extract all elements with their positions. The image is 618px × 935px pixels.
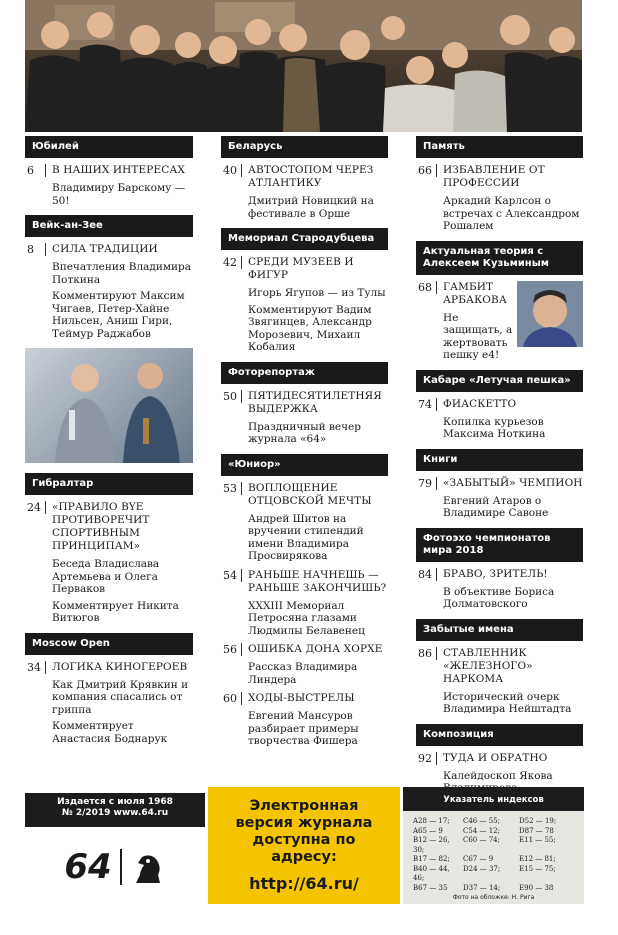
index-cell: B67 — 35 bbox=[413, 883, 448, 892]
article-title: ТУДА И ОБРАТНО bbox=[443, 751, 548, 764]
index-row bbox=[413, 817, 576, 827]
article-description: Впечатления Владимира Поткина bbox=[52, 261, 192, 286]
index-cell: E90 — 38 bbox=[519, 883, 554, 892]
index-row bbox=[413, 884, 576, 894]
digital-version-promo bbox=[208, 787, 400, 904]
footer-panel bbox=[25, 787, 584, 904]
index-row bbox=[413, 827, 576, 837]
toc-section bbox=[25, 473, 193, 625]
section-header: «Юниор» bbox=[221, 454, 388, 476]
toc-section bbox=[221, 362, 388, 446]
article-description: Рассказ Владимира Линдера bbox=[248, 661, 358, 686]
toc-entry[interactable] bbox=[416, 158, 583, 233]
index-row bbox=[413, 865, 576, 884]
toc-section bbox=[416, 619, 583, 716]
toc-entry[interactable] bbox=[25, 237, 193, 340]
article-title: ХОДЫ-ВЫСТРЕЛЫ bbox=[248, 692, 355, 704]
toc-entry[interactable] bbox=[416, 392, 583, 441]
article-description: Копилка курьезов Максима Ноткина bbox=[443, 415, 546, 440]
toc-section bbox=[416, 528, 583, 611]
toc-entry[interactable] bbox=[416, 641, 583, 716]
section-header: Юбилей bbox=[25, 136, 193, 158]
index-cell: D87 — 78 bbox=[519, 826, 554, 835]
toc-entry[interactable] bbox=[221, 476, 388, 563]
page-number: 53 bbox=[223, 482, 242, 495]
article-title: СИЛА ТРАДИЦИИ bbox=[52, 243, 158, 255]
page-number: 8 bbox=[27, 243, 46, 256]
article-title: «ПРАВИЛО BYE ПРОТИВОРЕЧИТ СПОРТИВНЫМ ПРИНЦИПАМ» bbox=[52, 501, 150, 552]
toc-entry[interactable] bbox=[25, 655, 193, 746]
section-header: Кабаре «Летучая пешка» bbox=[416, 370, 583, 392]
article-title: БРАВО, ЗРИТЕЛЬ! bbox=[443, 567, 548, 580]
index-table bbox=[403, 811, 584, 893]
page-number: 60 bbox=[223, 692, 242, 705]
index-cell: D37 — 14; bbox=[463, 883, 501, 892]
article-title: РАНЬШЕ НАЧНЕШЬ — РАНЬШЕ ЗАКОНЧИШЬ? bbox=[248, 568, 387, 594]
article-title: ВОПЛОЩЕНИЕ ОТЦОВСКОЙ МЕЧТЫ bbox=[248, 481, 372, 507]
article-title: АВТОСТОПОМ ЧЕРЕЗ АТЛАНТИКУ bbox=[248, 164, 374, 189]
section-header: Актуальная теория с Алексеем Кузьминым bbox=[416, 241, 583, 275]
toc-section bbox=[416, 136, 583, 233]
toc-entry[interactable] bbox=[25, 495, 193, 625]
article-description: Не защищать, а жертвовать пешку e4! bbox=[443, 311, 513, 361]
article-title: ИЗБАВЛЕНИЕ ОТ ПРОФЕССИИ bbox=[443, 164, 545, 189]
index-title: Указатель индексов bbox=[403, 787, 584, 811]
index-row bbox=[413, 836, 576, 855]
toc-entry[interactable] bbox=[416, 471, 583, 520]
website-link[interactable]: http://64.ru/ bbox=[249, 874, 359, 893]
article-description: Игорь Ягупов — из Тулы bbox=[248, 287, 386, 299]
index-cell: E12 — 81; bbox=[519, 855, 556, 863]
toc-entry[interactable] bbox=[221, 384, 388, 446]
publication-since: Издается с июля 1968 bbox=[57, 797, 173, 807]
index-cell: E15 — 75; bbox=[519, 864, 556, 873]
section-header: Беларусь bbox=[221, 136, 388, 158]
article-description: Андрей Шитов на вручении стипендий имени Владимира Просвирякова bbox=[248, 512, 364, 562]
article-description: Владимиру Барскому — 50! bbox=[52, 182, 186, 207]
group-photo-illustration bbox=[25, 0, 582, 132]
article-description: Как Дмитрий Крявкин и компания спасались от гриппа bbox=[52, 678, 189, 716]
article-description: Комментируют Вадим Звягинцев, Александр Морозевич, Михаил Кобалия bbox=[248, 303, 372, 353]
page-number: 50 bbox=[223, 390, 242, 403]
index-cell: A28 — 17; bbox=[413, 817, 450, 825]
section-header: Гибралтар bbox=[25, 473, 193, 495]
page-number: 74 bbox=[418, 398, 437, 411]
article-description: Праздничный вечер журнала «64» bbox=[248, 420, 361, 445]
section-header: Книги bbox=[416, 449, 583, 471]
promo-text: Электронная версия журнала доступна по адресу: bbox=[235, 798, 373, 865]
page-number: 56 bbox=[223, 643, 242, 656]
toc-section bbox=[416, 241, 583, 362]
toc-entry[interactable] bbox=[416, 562, 583, 611]
section-header: Мемориал Стародубцева bbox=[221, 228, 388, 250]
toc-section bbox=[221, 228, 388, 354]
article-title: СРЕДИ МУЗЕЕВ И ФИГУР bbox=[248, 256, 354, 281]
article-description: XXXIII Мемориал Петросяна глазами Людмилы Белавенец bbox=[248, 599, 365, 637]
toc-section bbox=[25, 215, 193, 340]
page-number: 92 bbox=[418, 752, 437, 765]
page-number: 79 bbox=[418, 477, 437, 490]
index-row bbox=[413, 855, 576, 865]
magazine-logo: 64 bbox=[64, 847, 112, 887]
toc-section bbox=[416, 449, 583, 520]
section-header: Композиция bbox=[416, 724, 583, 746]
article-title: ГАМБИТ АРБАКОВА bbox=[443, 280, 507, 306]
section-header: Память bbox=[416, 136, 583, 158]
article-description: Исторический очерк Владимира Нейштадта bbox=[443, 690, 572, 715]
article-title: ЛОГИКА КИНОГЕРОЕВ bbox=[52, 660, 188, 673]
article-title: В НАШИХ ИНТЕРЕСАХ bbox=[52, 164, 185, 176]
toc-section bbox=[25, 136, 193, 207]
article-description: Калейдоскоп Якова bbox=[443, 769, 553, 782]
toc-section bbox=[25, 633, 193, 746]
index-cell: C60 — 74; bbox=[463, 836, 500, 844]
article-description: Дмитрий Новицкий на фестивале в Орше bbox=[248, 195, 374, 220]
toc-column-3 bbox=[416, 136, 583, 803]
toc-entry[interactable] bbox=[221, 250, 388, 354]
index-cell: D52 — 19; bbox=[519, 817, 557, 825]
page-number: 86 bbox=[418, 647, 437, 660]
article-description: В объективе Бориса Долматовского bbox=[443, 585, 555, 610]
section-header: Moscow Open bbox=[25, 633, 193, 655]
toc-section bbox=[416, 370, 583, 441]
page-number: 54 bbox=[223, 569, 242, 582]
article-description: Комментирует Никита Витюгов bbox=[52, 599, 179, 624]
article-description: Евгений Мансуров разбирает примеры творчества Фишера bbox=[248, 710, 359, 747]
article-description: Беседа Владислава Артемьева и Олега Перваков bbox=[52, 558, 160, 595]
section-header: Вейк-ан-Зее bbox=[25, 215, 193, 237]
wijk-photo bbox=[25, 348, 193, 463]
page-number: 84 bbox=[418, 568, 437, 581]
toc-column-2 bbox=[221, 136, 388, 756]
article-title: СТАВЛЕННИК «ЖЕЛЕЗНОГО» НАРКОМА bbox=[443, 646, 533, 685]
index-cell: B17 — 82; bbox=[413, 855, 450, 863]
page-number: 66 bbox=[418, 164, 437, 177]
cover-photo bbox=[25, 0, 582, 132]
toc-section bbox=[221, 454, 388, 748]
toc-entry[interactable] bbox=[221, 686, 388, 748]
cover-credit: Фото на обложке: Н. Рига bbox=[452, 894, 535, 901]
author-portrait bbox=[517, 281, 583, 347]
toc-entry[interactable] bbox=[221, 637, 388, 686]
toc-section bbox=[221, 136, 388, 220]
index-cell: C46 — 55; bbox=[463, 817, 500, 825]
section-header: Фоторепортаж bbox=[221, 362, 388, 384]
page-number: 40 bbox=[223, 164, 242, 177]
toc-entry[interactable] bbox=[221, 158, 388, 220]
section-header: Фотоэхо чемпионатов мира 2018 bbox=[416, 528, 583, 562]
index-cell: C54 — 12; bbox=[463, 826, 500, 835]
toc-entry[interactable] bbox=[25, 158, 193, 207]
article-description: Аркадий Карлсон о встречах с Александром Рошалем bbox=[443, 195, 580, 232]
index-panel bbox=[403, 787, 584, 904]
index-cell: E11 — 55; bbox=[519, 836, 556, 844]
toc-entry[interactable] bbox=[221, 563, 388, 638]
issue-number: № 2/2019 www.64.ru bbox=[61, 808, 169, 818]
toc-section bbox=[416, 724, 583, 795]
page-number: 68 bbox=[418, 281, 437, 294]
article-description: Комментирует Анастасия Боднарук bbox=[52, 720, 168, 745]
index-cell: A65 — 9 bbox=[413, 826, 443, 835]
page-number: 42 bbox=[223, 256, 242, 269]
index-cell: B40 — 44, 46; bbox=[413, 864, 450, 882]
page-number: 34 bbox=[27, 661, 46, 674]
toc-column-1 bbox=[25, 136, 193, 753]
index-cell: D24 — 37; bbox=[463, 864, 501, 873]
article-description: Комментируют Максим Чигаев, Петер-Хайне Нильсен, Аниш Гири, Теймур Раджабов bbox=[52, 290, 185, 340]
article-title: ОШИБКА ДОНА ХОРХЕ bbox=[248, 643, 383, 655]
index-cell: C67 — 9 bbox=[463, 855, 494, 863]
publisher-info bbox=[25, 787, 205, 904]
article-title: «ЗАБЫТЫЙ» ЧЕМПИОН bbox=[443, 476, 583, 489]
section-header: Забытые имена bbox=[416, 619, 583, 641]
article-title: ФИАСКЕТТО bbox=[443, 397, 517, 410]
chess-knight-icon bbox=[130, 849, 166, 885]
article-description: Евгений Атаров о Владимире Савоне bbox=[443, 494, 549, 519]
page-number: 6 bbox=[27, 164, 46, 177]
page-number: 24 bbox=[27, 501, 46, 514]
article-title: ПЯТИДЕСЯТИЛЕТНЯЯ ВЫДЕРЖКА bbox=[248, 389, 382, 415]
index-cell: B12 — 26, 30; bbox=[413, 836, 450, 854]
